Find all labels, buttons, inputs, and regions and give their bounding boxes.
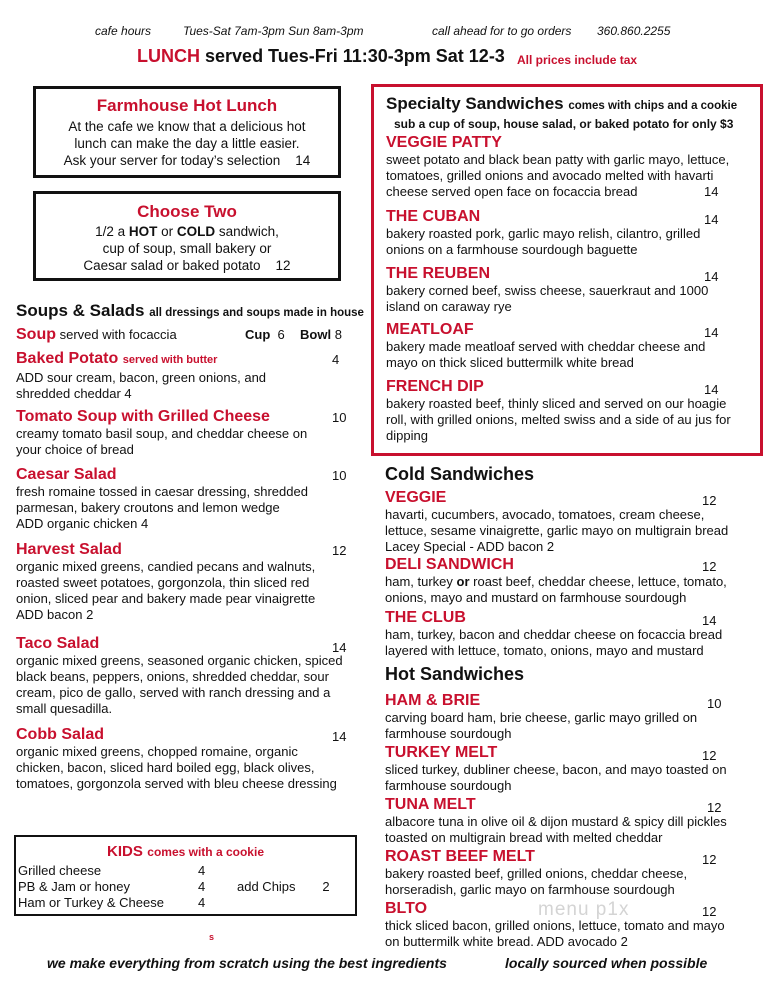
call-ahead-note: call ahead for to go orders [432, 24, 572, 38]
item-price: 10 [332, 468, 347, 483]
item-name: DELI SANDWICH [385, 556, 514, 573]
item-description: cheese served open face on focaccia bread [386, 184, 638, 199]
item-description: island on caraway rye [386, 299, 512, 314]
club-item [385, 608, 760, 659]
item-description: layered with lettuce, tomato, onions, mayo and mustard [385, 643, 704, 658]
item-name: THE CUBAN [386, 208, 481, 225]
item-description: bakery roasted pork, garlic mayo relish, cilantro, grilled [386, 226, 701, 241]
item-description: shredded cheddar 4 [16, 386, 132, 401]
lunch-hours-line [137, 46, 505, 67]
item-price: 14 [702, 613, 717, 628]
lunch-label: LUNCH [137, 46, 200, 66]
kids-heading: KIDS comes with a cookie [106, 843, 264, 860]
item-name: THE REUBEN [386, 265, 491, 282]
item-description: ADD sour cream, bacon, green onions, and [16, 370, 267, 385]
item-name: BLTO [385, 900, 428, 917]
item-description: onions on a farmhouse sourdough baguette [386, 242, 638, 257]
caesar-salad-item [16, 465, 356, 532]
item-description: thick sliced bacon, grilled onions, lettuce, tomato and mayo [385, 918, 725, 933]
kids-box [14, 835, 357, 916]
item-price: 14 [704, 325, 719, 340]
farmhouse-hot-lunch-box [33, 86, 341, 178]
item-name: HAM & BRIE [385, 692, 481, 709]
item-description: bakery roasted beef, thinly sliced and served on our hoagie [386, 396, 727, 411]
item-name: Harvest Salad [16, 541, 122, 558]
item-description: albacore tuna in olive oil & dijon mustard & spicy dill pickles [385, 814, 727, 829]
cafe-hours-label: cafe hours [95, 24, 152, 38]
item-name: THE CLUB [385, 609, 466, 626]
item-price: 12 [702, 493, 717, 508]
item-price: 12 [702, 559, 717, 574]
item-name: Caesar Salad [16, 466, 117, 483]
soup-name: Soup [16, 326, 56, 343]
choose-two-line: Caesar salad or baked potato 12 [83, 258, 291, 273]
soup-item [16, 325, 356, 344]
item-name: TURKEY MELT [385, 744, 498, 761]
item-description: farmhouse sourdough [385, 778, 512, 793]
item-name: VEGGIE PATTY [386, 134, 502, 151]
item-price: 14 [704, 269, 719, 284]
item-price: 12 [702, 904, 717, 919]
cold-sandwiches-heading: Cold Sandwiches [385, 464, 535, 484]
item-price: 14 [332, 640, 347, 655]
footer-local-note: locally sourced when possible [505, 955, 708, 971]
roast-beef-melt-item [385, 847, 760, 898]
item-description: organic mixed greens, candied pecans and walnuts, [16, 559, 316, 574]
cafe-hours: Tues-Sat 7am-3pm Sun 8am-3pm [183, 24, 364, 38]
item-description: onions, mayo and mustard on farmhouse sourdough [385, 590, 687, 605]
kids-row: PB & Jam or honey 4 [18, 879, 206, 894]
kids-row: Grilled cheese 4 [18, 863, 206, 878]
footer-scratch-note: we make everything from scratch using the best ingredients [47, 955, 447, 971]
tuna-melt-item [385, 795, 765, 846]
item-description: ham, turkey, bacon and cheddar cheese on focaccia bread [385, 627, 723, 642]
item-description: dipping [386, 428, 428, 443]
taco-salad-item [16, 634, 361, 717]
item-description: cream, pico de gallo, served with ranch dressing and a [16, 685, 331, 700]
harvest-salad-item [16, 540, 361, 623]
item-description: toasted on multigrain bread with melted cheddar [385, 830, 663, 845]
choose-two-title: Choose Two [137, 202, 237, 221]
item-name: TUNA MELT [385, 796, 476, 813]
item-price: 14 [704, 382, 719, 397]
item-description: black beans, peppers, onions, shredded cheddar, sour [16, 669, 329, 684]
specialty-heading: Specialty Sandwiches comes with chips and a cookie [386, 94, 738, 113]
reuben-item [386, 264, 756, 315]
item-description: parmesan, bakery croutons and lemon wedge [16, 500, 280, 515]
item-description: sweet potato and black bean patty with garlic mayo, lettuce, [386, 152, 730, 167]
farmhouse-title: Farmhouse Hot Lunch [96, 96, 278, 115]
item-description: ADD bacon 2 [16, 607, 94, 622]
item-name: Baked Potato served with butter [16, 350, 218, 367]
item-description: sliced turkey, dubliner cheese, bacon, and mayo toasted on [385, 762, 727, 777]
item-name: Tomato Soup with Grilled Cheese [16, 408, 270, 425]
soup-note: served with focaccia [59, 327, 177, 342]
lunch-hours: served Tues-Fri 11:30-3pm Sat 12-3 [205, 46, 505, 66]
item-description: ADD organic chicken 4 [16, 516, 149, 531]
item-description: onion, sliced pear and bakery made pear vinaigrette [16, 591, 316, 606]
farmhouse-line: At the cafe we know that a delicious hot [68, 119, 306, 134]
farmhouse-price: 14 [295, 153, 311, 168]
specialty-sub-offer: sub a cup of soup, house salad, or baked potato for only $3 [394, 117, 734, 131]
menupix-watermark: menu p1x [538, 899, 630, 920]
item-description: horseradish, garlic mayo on farmhouse sourdough [385, 882, 675, 897]
ham-brie-item [385, 691, 760, 742]
small-mark: s [209, 932, 215, 942]
choose-two-line: 1/2 a HOT or COLD sandwich, [95, 224, 279, 239]
item-description: bakery made meatloaf served with cheddar cheese and [386, 339, 706, 354]
item-description: small quesadilla. [16, 701, 113, 716]
veggie-item [385, 488, 760, 555]
specialty-sandwiches-box [371, 84, 763, 456]
item-name: VEGGIE [385, 489, 447, 506]
item-description: tomatoes, gorgonzola served with bleu cheese dressing [16, 776, 337, 791]
soups-salads-subtitle: all dressings and soups made in house [149, 307, 364, 319]
item-description: mayo on thick sliced buttermilk white bread [386, 355, 634, 370]
farmhouse-line: lunch can make the day a little easier. [74, 136, 300, 151]
item-description: carving board ham, brie cheese, garlic mayo grilled on [385, 710, 698, 725]
item-description: chicken, bacon, sliced hard boiled egg, black olives, [16, 760, 315, 775]
item-description: roasted sweet potatoes, gorgonzola, thin sliced red [16, 575, 310, 590]
choose-two-description [36, 223, 338, 274]
item-description: lettuce, sesame vinaigrette, garlic mayo on multigrain bread [385, 523, 729, 538]
baked-potato-item [16, 349, 356, 402]
choose-two-line: cup of soup, small bakery or [102, 241, 272, 256]
item-description: tomatoes, grilled onions and avocado melted with havarti [386, 168, 714, 183]
item-price: 14 [704, 212, 719, 227]
choose-two-box [33, 191, 341, 281]
item-price: 12 [332, 543, 347, 558]
phone-number: 360.860.2255 [597, 24, 671, 38]
soup-cup: Cup 6 [245, 327, 285, 342]
item-description: ham, turkey or roast beef, cheddar cheese, lettuce, tomato, [385, 574, 727, 589]
item-price: 14 [704, 184, 719, 199]
item-price: 12 [707, 800, 722, 815]
item-name: ROAST BEEF MELT [385, 848, 535, 865]
item-name: Cobb Salad [16, 726, 105, 743]
item-price: 12 [702, 748, 717, 763]
item-description: creamy tomato basil soup, and cheddar cheese on [16, 426, 308, 441]
choose-two-price: 12 [275, 258, 291, 273]
item-description: organic mixed greens, chopped romaine, organic [16, 744, 298, 759]
item-description: Lacey Special - ADD bacon 2 [385, 539, 555, 554]
kids-addon: add Chips 2 [237, 879, 330, 894]
kids-list [18, 863, 205, 911]
kids-row: Ham or Turkey & Cheese 4 [18, 895, 206, 910]
item-description: roll, with grilled onions, melted swiss and a side of au jus for [386, 412, 731, 427]
french-dip-item [386, 377, 761, 444]
hot-sandwiches-heading: Hot Sandwiches [385, 664, 525, 684]
item-description: your choice of bread [16, 442, 134, 457]
item-description: on buttermilk white bread. ADD avocado 2 [385, 934, 628, 949]
item-price: 14 [332, 729, 347, 744]
meatloaf-item [386, 320, 756, 371]
item-price: 10 [707, 696, 722, 711]
veggie-patty-item [386, 133, 756, 200]
turkey-melt-item [385, 743, 760, 794]
item-price: 4 [332, 352, 340, 367]
prices-note: All prices include tax [517, 53, 638, 67]
item-description: fresh romaine tossed in caesar dressing, shredded [16, 484, 308, 499]
farmhouse-line: Ask your server for today’s selection 14 [63, 153, 311, 168]
item-name: Taco Salad [16, 635, 100, 652]
cobb-salad-item [16, 725, 361, 792]
soups-salads-heading: Soups & Salads all dressings and soups made in house [16, 301, 364, 320]
item-description: bakery corned beef, swiss cheese, sauerkraut and 1000 [386, 283, 709, 298]
deli-sandwich-item [385, 555, 760, 606]
item-description: bakery roasted beef, grilled onions, cheddar cheese, [385, 866, 688, 881]
tomato-soup-item [16, 407, 356, 458]
item-price: 12 [702, 852, 717, 867]
item-name: MEATLOAF [386, 321, 474, 338]
item-description: organic mixed greens, seasoned organic chicken, spiced [16, 653, 343, 668]
item-description: havarti, cucumbers, avocado, tomatoes, cream cheese, [385, 507, 705, 522]
farmhouse-description [36, 118, 338, 169]
item-name: FRENCH DIP [386, 378, 484, 395]
soup-bowl: Bowl 8 [300, 327, 342, 342]
item-price: 10 [332, 410, 347, 425]
cuban-item [386, 207, 756, 258]
item-description: farmhouse sourdough [385, 726, 512, 741]
